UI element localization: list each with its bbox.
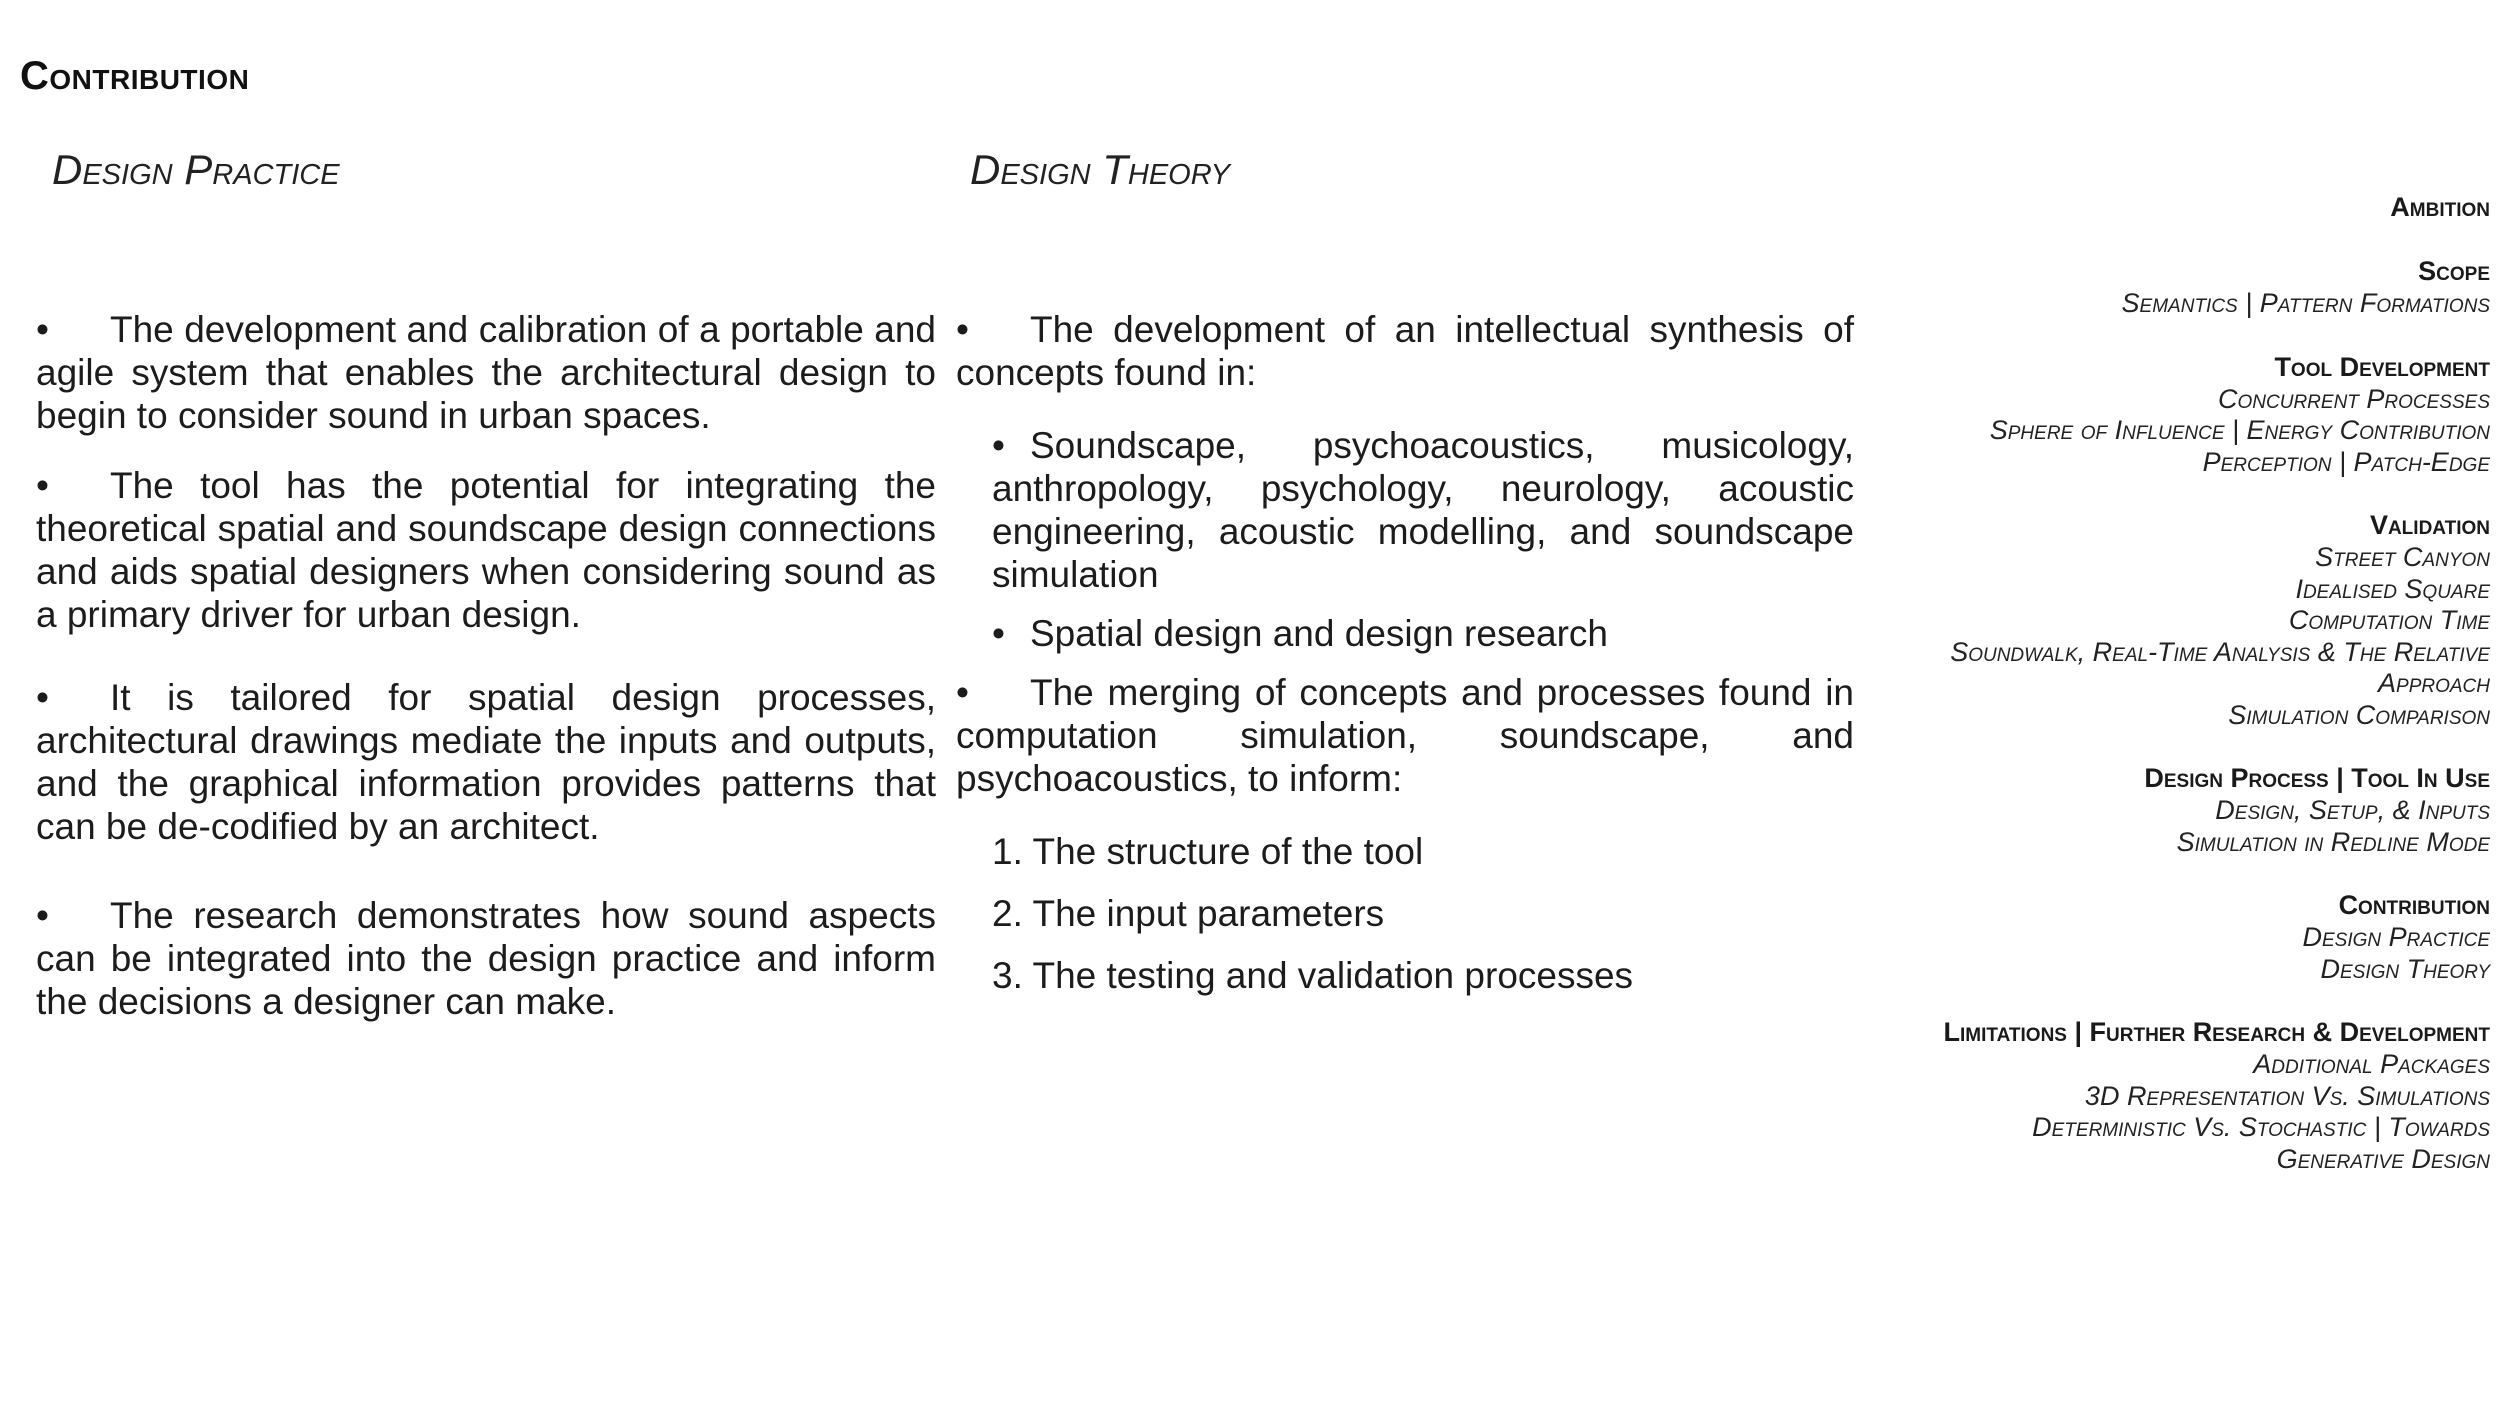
practice-bullet: • The development and calibration of a portable and agile system that enables the architectural design to begin to consider sound in urban spaces. (36, 309, 936, 436)
toc-item[interactable]: Design Practice (2302, 922, 2490, 952)
list-item: 3. The testing and validation processes (992, 955, 1634, 996)
toc-item[interactable]: Soundwalk, Real-Time Analysis & The Relative (1950, 636, 2490, 667)
toc-item[interactable]: Generative Design (2276, 1143, 2490, 1174)
list-item: 2. The input parameters (992, 893, 1385, 934)
toc-heading[interactable]: Scope (2418, 256, 2490, 286)
theory-numbered-list (992, 830, 1854, 997)
bullet-icon: • (956, 672, 969, 713)
toc-heading[interactable]: Tool Development (2274, 351, 2490, 382)
toc-limitations (1870, 1015, 2490, 1175)
toc-item[interactable]: Design Theory (2320, 953, 2490, 984)
list-item: • Spatial design and design research (992, 613, 1608, 654)
design-theory-heading: Design Theory (970, 146, 1230, 193)
toc-heading[interactable]: Design Process | Tool In Use (2144, 763, 2490, 793)
toc-item[interactable]: Sphere of Influence | Energy Contribution (1989, 415, 2490, 445)
bullet-icon: • (956, 309, 969, 350)
toc-item[interactable]: Semantics | Pattern Formations (2121, 288, 2490, 318)
toc-item[interactable]: 3D Representation Vs. Simulations (2084, 1080, 2490, 1111)
design-practice-heading: Design Practice (52, 146, 340, 193)
toc-item[interactable]: Idealised Square (2295, 573, 2490, 604)
toc-item[interactable]: Additional Packages (2253, 1049, 2490, 1079)
bullet-icon: • (36, 677, 49, 718)
toc-item[interactable]: Approach (2378, 668, 2490, 698)
toc-item[interactable]: Simulation in Redline Mode (2176, 826, 2490, 857)
toc-scope (1870, 254, 2490, 320)
theory-bullet: • The development of an intellectual synthesis of concepts found in: (956, 309, 1854, 393)
bullet-icon: • (36, 309, 49, 350)
toc-item[interactable]: Design, Setup, & Inputs (2215, 795, 2490, 825)
bullet-icon: • (36, 895, 49, 936)
toc-heading[interactable]: Ambition (2390, 192, 2490, 222)
toc-item[interactable]: Deterministic Vs. Stochastic | Towards (2032, 1112, 2490, 1142)
toc-heading[interactable]: Limitations | Further Research & Development (1943, 1017, 2490, 1047)
theory-sub-list (992, 424, 1854, 655)
toc-item[interactable]: Concurrent Processes (2218, 383, 2490, 414)
design-practice-column (36, 308, 936, 1023)
bullet-icon: • (36, 465, 49, 506)
list-item: • Soundscape, psychoacoustics, musicology, anthropology, psychology, neurology, acoustic engineering, acoustic modelling, and soundscape simulation (992, 425, 1854, 595)
toc-item[interactable]: Computation Time (2288, 605, 2490, 635)
page-title: Contribution (20, 54, 250, 98)
bullet-icon: • (992, 425, 1005, 466)
toc-heading[interactable]: Contribution (2338, 890, 2490, 920)
toc-design-process (1870, 761, 2490, 858)
list-item: 1. The structure of the tool (992, 831, 1424, 872)
practice-bullet: • The research demonstrates how sound aspects can be integrated into the design practice and inform the decisions a designer can make. (36, 895, 936, 1022)
table-of-contents (1870, 190, 2490, 1205)
toc-tool-development (1870, 350, 2490, 479)
design-theory-column (956, 308, 1854, 1016)
toc-contribution (1870, 888, 2490, 985)
practice-bullet: • It is tailored for spatial design processes, architectural drawings mediate the inputs and outputs, and the graphical information provides patterns that can be de-codified by an architect. (36, 677, 936, 847)
toc-item[interactable]: Street Canyon (2315, 542, 2490, 572)
theory-bullet: • The merging of concepts and processes found in computation simulation, soundscape, and psychoacoustics, to inform: (956, 672, 1854, 799)
toc-ambition (1870, 190, 2490, 224)
toc-heading[interactable]: Validation (2369, 510, 2490, 540)
toc-item[interactable]: Simulation Comparison (2228, 699, 2490, 730)
toc-item[interactable]: Perception | Patch-Edge (2202, 446, 2490, 477)
practice-bullet: • The tool has the potential for integrating the theoretical spatial and soundscape design connections and aids spatial designers when considering sound as a primary driver for urban design. (36, 465, 936, 635)
toc-validation (1870, 508, 2490, 731)
bullet-icon: • (992, 613, 1005, 654)
